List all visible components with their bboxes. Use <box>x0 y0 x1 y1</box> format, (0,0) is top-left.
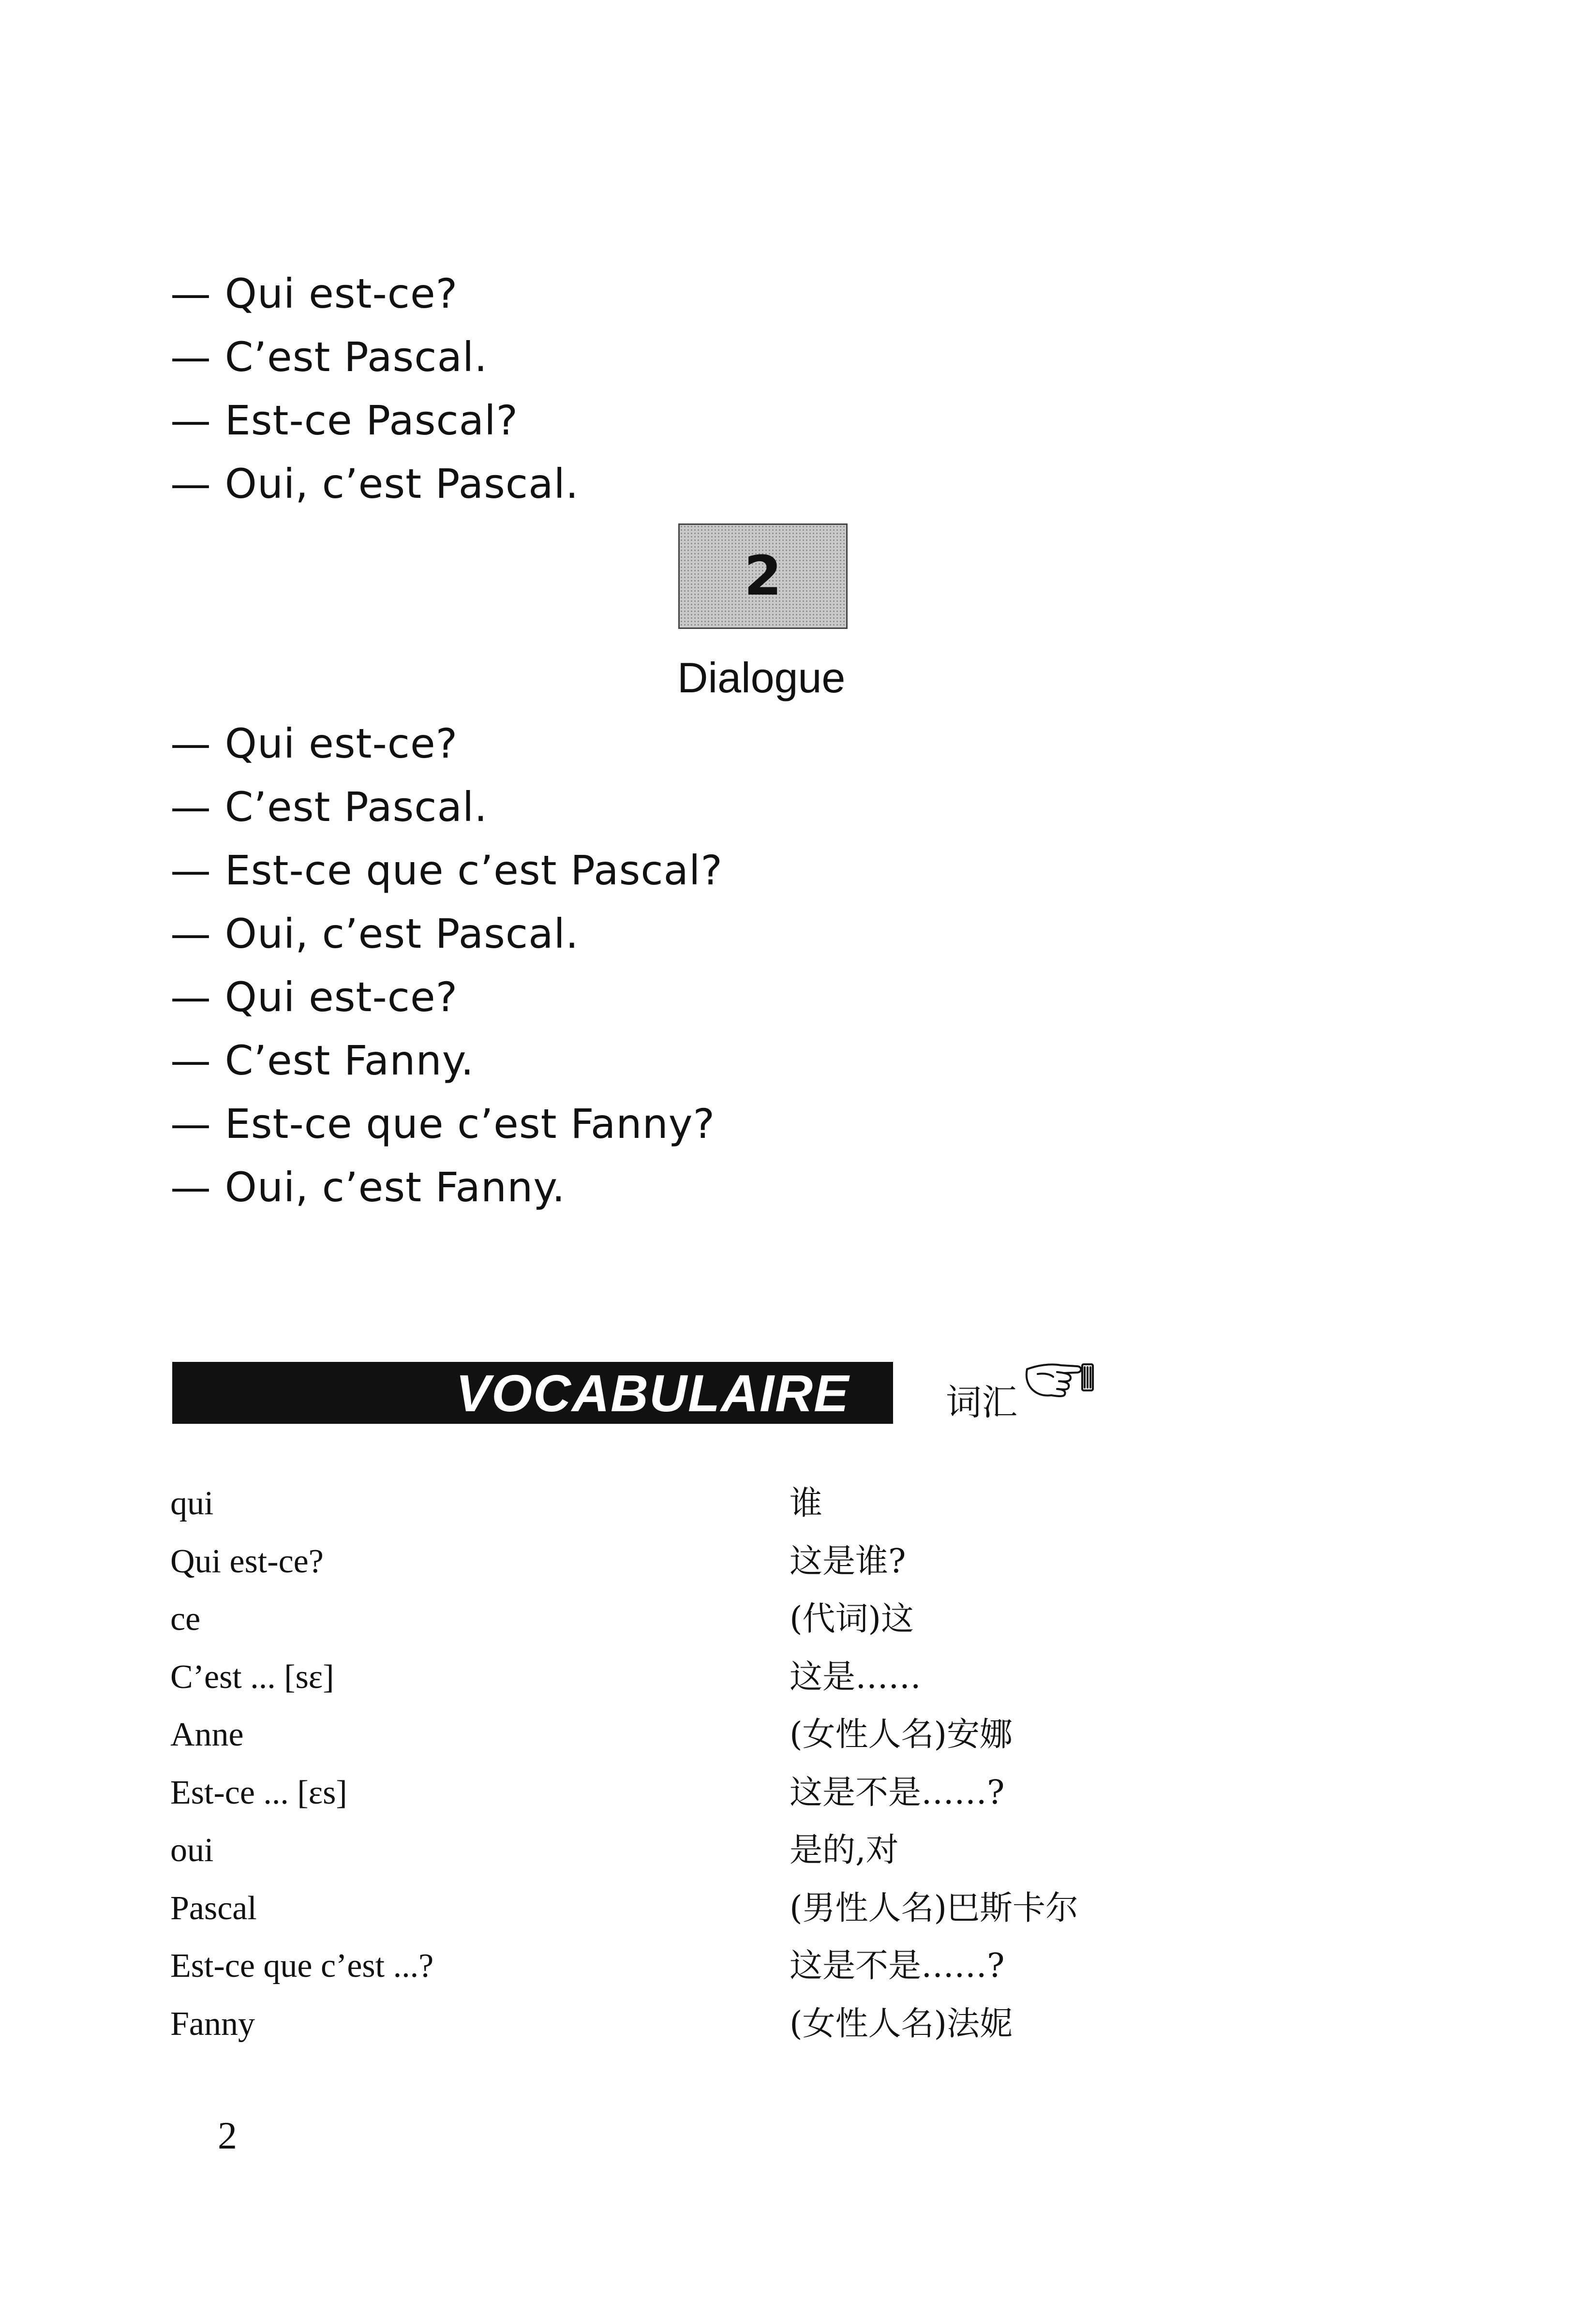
dialogue-line: — Qui est-ce? <box>170 720 458 767</box>
vocab-chinese: (女性人名)法妮 <box>790 2004 1013 2043</box>
vocab-chinese: 谁 <box>790 1484 823 1523</box>
vocabulary-entry <box>170 2000 1331 2058</box>
dialogue-line: — Est-ce Pascal? <box>170 397 519 444</box>
pointing-hand-icon <box>1023 1355 1096 1398</box>
vocabulary-list <box>170 1479 1331 2058</box>
vocab-chinese: 这是不是……? <box>790 1773 1005 1812</box>
section-number: 2 <box>744 545 782 608</box>
vocab-chinese: 这是不是……? <box>790 1947 1005 1985</box>
vocabulary-heading-bar <box>172 1362 893 1424</box>
dialogue-line: — Qui est-ce? <box>170 270 458 317</box>
vocabulary-entry <box>170 1826 1331 1884</box>
dialogue-line: — Est-ce que c’est Fanny? <box>170 1100 716 1148</box>
dialogue-line: — Oui, c’est Pascal. <box>170 460 579 508</box>
vocab-french: Qui est-ce? <box>170 1542 324 1580</box>
vocab-french: Pascal <box>170 1889 257 1927</box>
page-number: 2 <box>218 2115 237 2157</box>
dialogue-main <box>170 712 723 1219</box>
vocabulary-entry <box>170 1711 1331 1769</box>
section-title: Dialogue <box>677 654 846 702</box>
vocabulary-entry <box>170 1595 1331 1653</box>
vocab-french: ce <box>170 1600 201 1638</box>
vocab-french: C’est ... [sɛ] <box>170 1658 334 1696</box>
vocab-french: Est-ce ... [ɛs] <box>170 1774 347 1811</box>
vocab-french: oui <box>170 1832 214 1869</box>
vocabulary-entry <box>170 1884 1331 1942</box>
vocabulary-entry <box>170 1479 1331 1538</box>
dialogue-line: — Oui, c’est Pascal. <box>170 910 579 957</box>
dialogue-line: — C’est Pascal. <box>170 783 488 831</box>
vocab-chinese: 这是…… <box>790 1657 922 1696</box>
section-number-box <box>678 523 848 629</box>
vocabulary-heading-cn: 词汇 <box>946 1382 1017 1423</box>
vocab-chinese: (女性人名)安娜 <box>790 1716 1013 1754</box>
vocabulary-entry <box>170 1769 1331 1827</box>
vocabulary-entry <box>170 1942 1331 2000</box>
dialogue-line: — Oui, c’est Fanny. <box>170 1164 566 1211</box>
vocabulary-entry <box>170 1538 1331 1596</box>
vocab-french: Fanny <box>170 2005 255 2043</box>
dialogue-top <box>170 262 579 516</box>
dialogue-line: — C’est Fanny. <box>170 1037 475 1084</box>
dialogue-line: — Qui est-ce? <box>170 973 458 1021</box>
dialogue-line: — C’est Pascal. <box>170 333 488 381</box>
vocab-french: qui <box>170 1485 214 1522</box>
vocab-chinese: 这是谁? <box>790 1542 906 1581</box>
vocab-chinese: 是的,对 <box>790 1831 899 1869</box>
vocab-chinese: (男性人名)巴斯卡尔 <box>790 1889 1079 1927</box>
dialogue-line: — Est-ce que c’est Pascal? <box>170 847 723 894</box>
vocabulary-heading: VOCABULAIRE <box>455 1363 850 1422</box>
vocabulary-entry <box>170 1653 1331 1711</box>
vocab-french: Anne <box>170 1716 244 1753</box>
vocab-chinese: (代词)这 <box>790 1600 914 1638</box>
vocab-french: Est-ce que c’est ...? <box>170 1947 434 1985</box>
